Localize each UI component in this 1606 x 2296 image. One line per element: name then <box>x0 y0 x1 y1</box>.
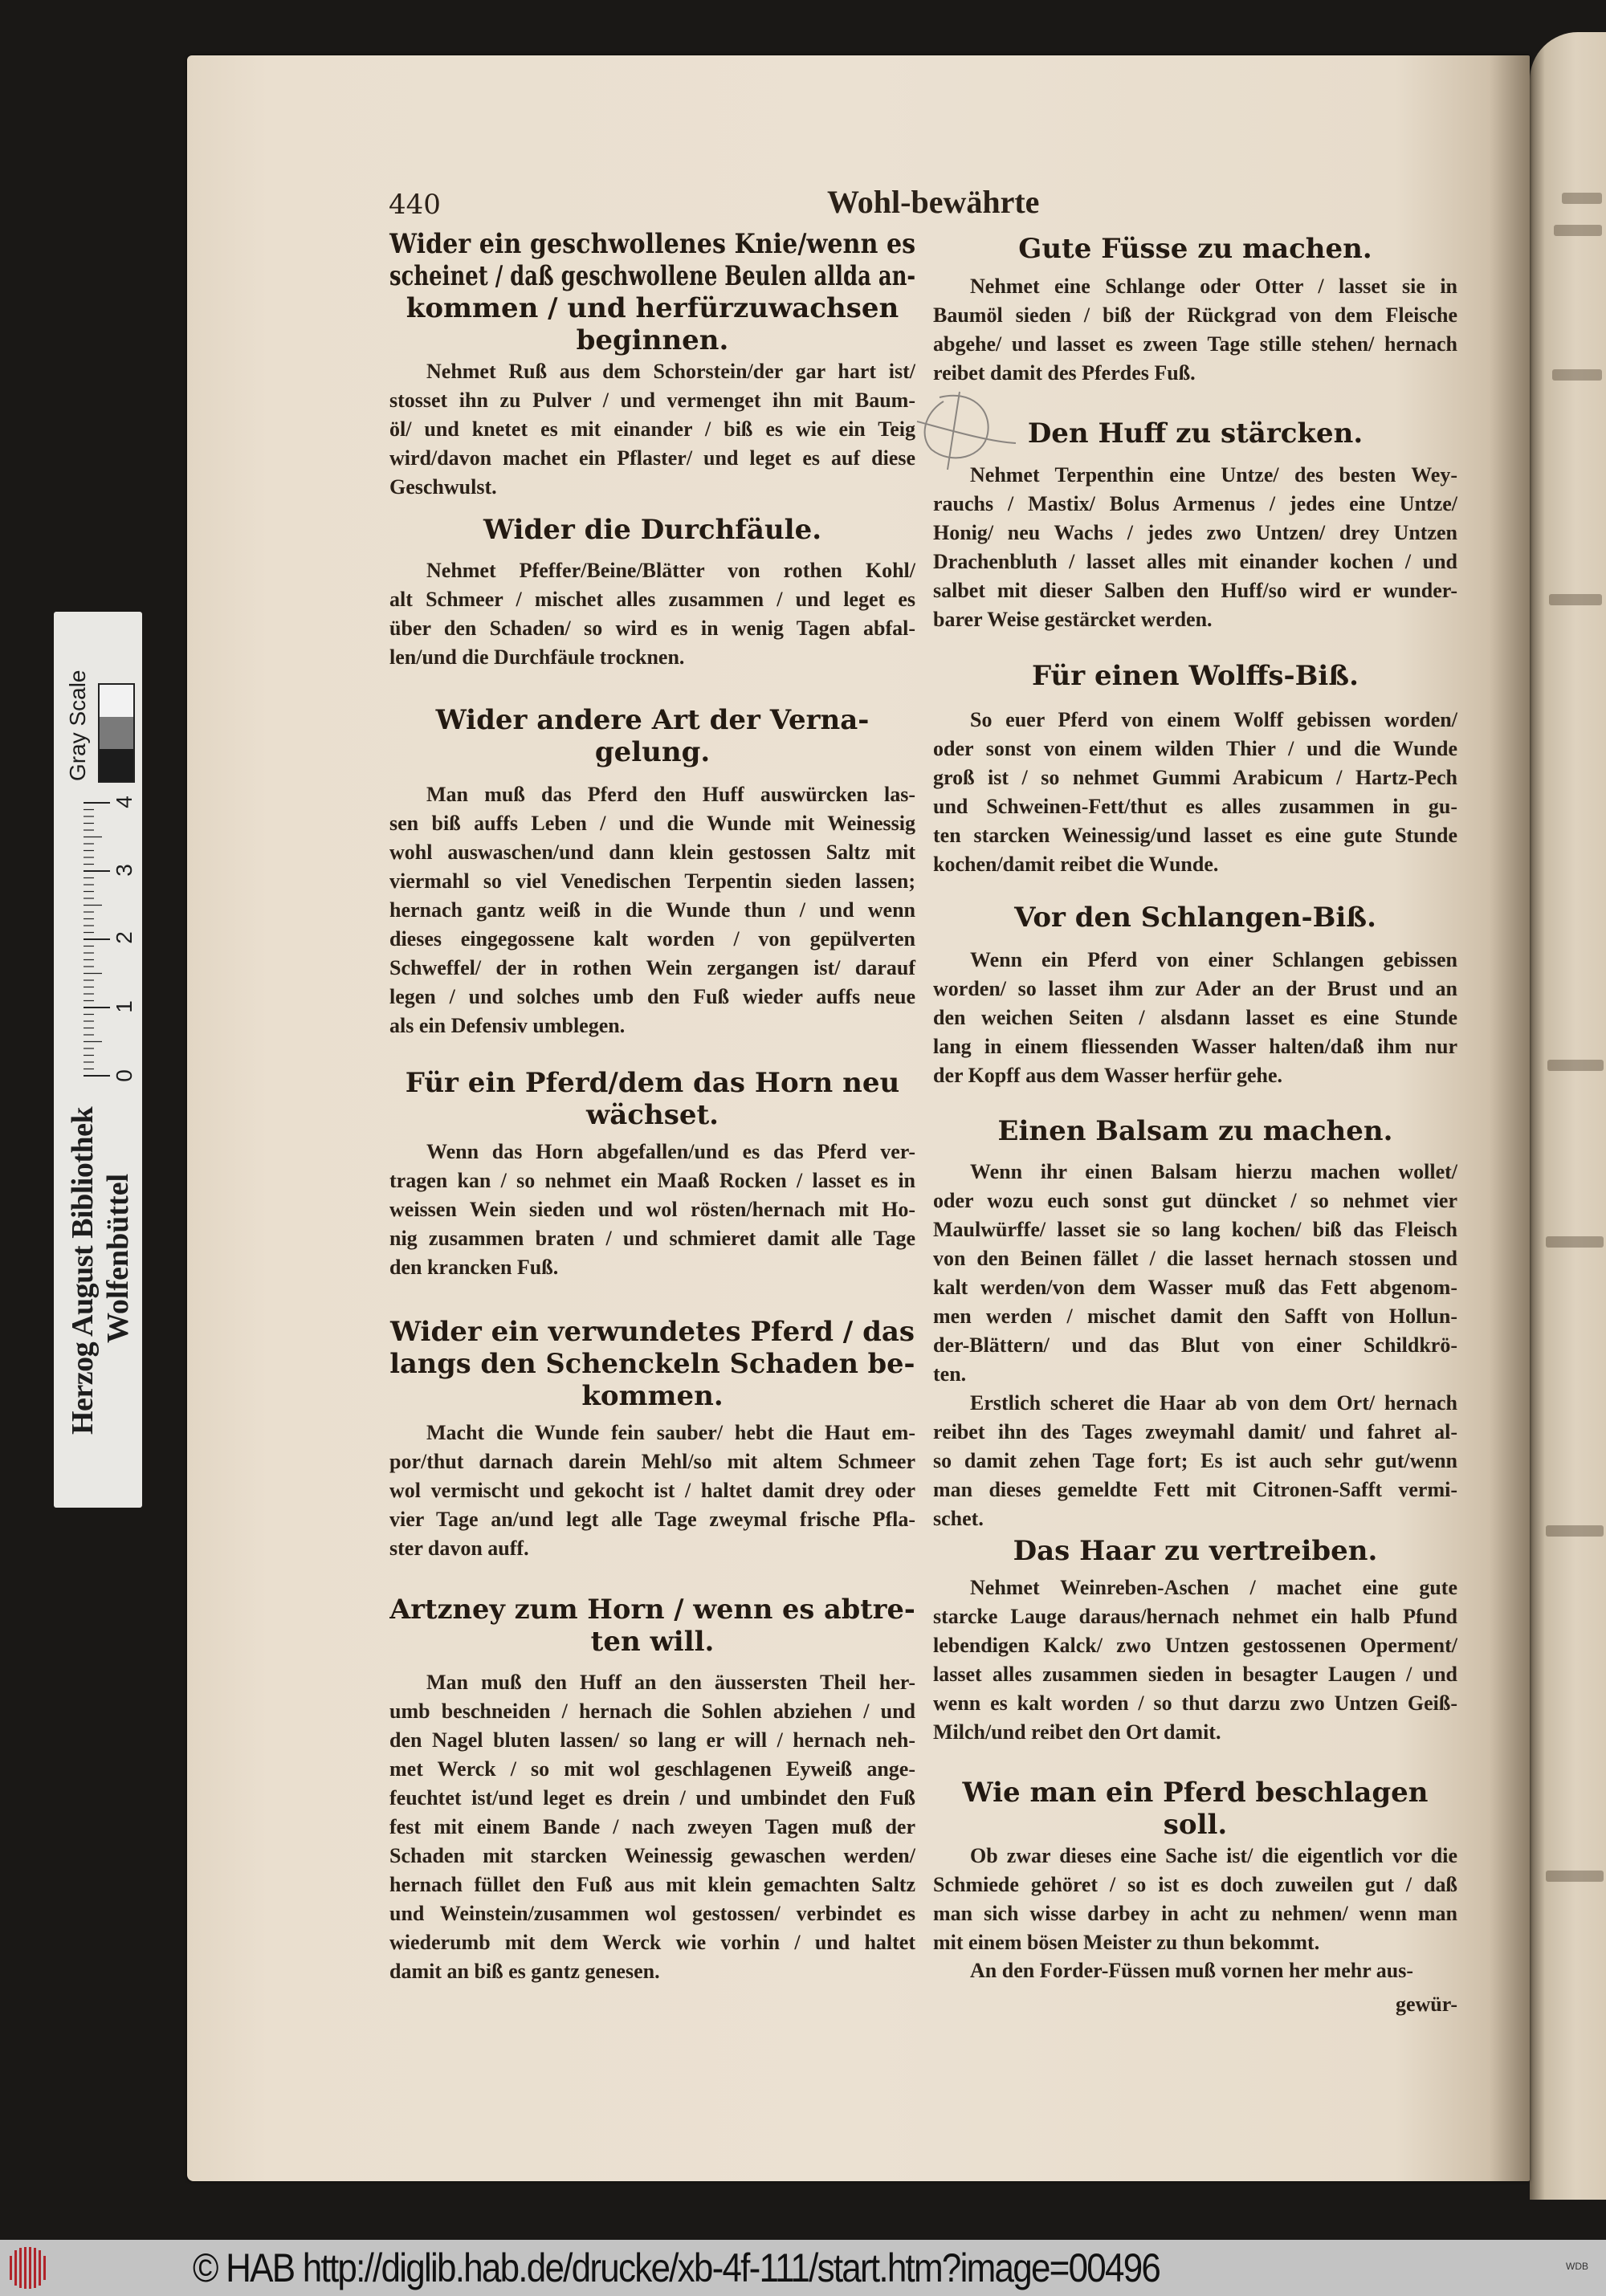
facing-page-text-fragment <box>1546 1871 1604 1882</box>
section-heading: wächset. <box>585 1099 719 1131</box>
gray-scale-label: Gray Scale <box>65 670 90 781</box>
paragraph-line: oder wozu euch sonst gut düncket / so nehmet vier <box>933 1189 1457 1212</box>
paragraph-line: men werden / mischet damit den Safft von Hollun- <box>933 1305 1457 1328</box>
logo-bar <box>19 2248 22 2288</box>
paragraph-line: wiederumb mit dem Werck wie vorhin / und haltet <box>389 1931 915 1954</box>
logo-bar <box>34 2248 36 2288</box>
paragraph-line: worden/ so lasset ihm zur Ader an der Brust und an <box>933 977 1457 1000</box>
wdb-badge: WDB <box>1566 2261 1588 2272</box>
paragraph-line: den Nagel bluten lassen/ so lang er will / hernach neh- <box>389 1728 915 1752</box>
paragraph-line: Nehmet Pfeffer/Beine/Blätter von rothen Kohl/ <box>426 559 915 582</box>
paragraph-line: reibet ihn des Tages zweymahl damit/ und fahret al- <box>933 1420 1457 1443</box>
ruler-number: 3 <box>112 864 137 877</box>
paragraph-line: schet. <box>933 1507 984 1530</box>
paragraph-line: Nehmet Weinreben-Aschen / machet eine gute <box>970 1576 1457 1599</box>
facing-page-text-fragment <box>1562 193 1602 204</box>
paragraph-line: lasset alles zusammen sieden in besagter Laugen / und <box>933 1663 1457 1686</box>
logo-bar <box>24 2247 26 2289</box>
paragraph-line: feuchtet ist/und leget es drein / und umbindet den Fuß <box>389 1786 915 1810</box>
paragraph-line: ten. <box>933 1362 967 1386</box>
paragraph-line: por/thut darnach darein Mehl/so mit altem Schmeer <box>389 1450 915 1473</box>
paragraph-line: oder sonst von einem wilden Thier / und die Wunde <box>933 737 1457 760</box>
section-heading: gelung. <box>594 736 711 768</box>
section-heading: Den Huff zu stärcken. <box>1027 417 1363 450</box>
paragraph-line: dieses eingegossene kalt worden / von gepülverten <box>389 927 915 951</box>
paragraph-line: umb beschneiden / hernach die Sohlen abziehen / und <box>389 1700 915 1723</box>
paragraph-line: Nehmet Ruß aus dem Schorstein/der gar hart ist/ <box>426 360 915 383</box>
logo-bar <box>10 2256 12 2280</box>
ruler-number: 2 <box>112 931 137 944</box>
paragraph-line: Man muß den Huff an den äussersten Theil her- <box>426 1671 915 1694</box>
paragraph-line: wohl auswaschen/und dann klein gestossen Saltz mit <box>389 841 915 864</box>
section-heading: Einen Balsam zu machen. <box>997 1115 1393 1147</box>
paragraph-line: Honig/ neu Wachs / jedes zwo Untzen/ drey Untzen <box>933 521 1457 544</box>
paragraph-line: salbet mit dieser Salben den Huff/so wird er wunder- <box>933 579 1457 602</box>
ruler-number: 0 <box>112 1069 137 1082</box>
paragraph-line: Schmiede gehöret / so ist es doch zuweilen gut / daß <box>933 1873 1457 1896</box>
ruler-number: 4 <box>112 796 137 808</box>
paragraph-line: alt Schmeer / mischet alles zusammen / und leget es <box>389 588 915 611</box>
paragraph-line: rauchs / Mastix/ Bolus Armenus / jedes eine Untze/ <box>933 492 1457 515</box>
paragraph-line: Schweffel/ der in rothen Wein zergangen ist/ darauf <box>389 956 915 979</box>
section-heading: Wider ein geschwollenes Knie/wenn es <box>389 228 916 260</box>
paragraph-line: Erstlich scheret die Haar ab von dem Ort/ hernach <box>970 1391 1457 1415</box>
logo-bar <box>39 2250 41 2286</box>
paragraph-line: legen / und solches umb den Fuß wieder auffs neue <box>389 985 915 1008</box>
paragraph-line: fest mit einem Bande / nach zweyen Tagen muß der <box>389 1815 915 1838</box>
paragraph-line: Drachenbluth / lasset alles mit einander kochen / und <box>933 550 1457 573</box>
paragraph-line: sen biß auffs Leben / und die Wunde mit Weinessig <box>389 812 915 835</box>
section-heading: Für einen Wolffs-Biß. <box>1032 660 1359 692</box>
paragraph-line: met Werck / so mit wol geschlagenen Eyweiß ange- <box>389 1757 915 1781</box>
paragraph-line: lang in einem fliessenden Wasser halten/daß ihm nur <box>933 1035 1457 1058</box>
paragraph-line: über den Schaden/ so wird es in wenig Tagen abfal- <box>389 617 915 640</box>
paragraph-line: man sich wisse darbey in acht zu nehmen/ wenn man <box>933 1902 1457 1925</box>
ruler-city: Wolfenbüttel <box>101 1173 135 1343</box>
paragraph-line: man dieses gemeldte Fett mit Citronen-Safft vermi- <box>933 1478 1457 1501</box>
hab-logo-icon <box>8 2246 48 2290</box>
paragraph-line: so damit zehen Tage fort; Es ist auch sehr gut/wenn <box>933 1449 1457 1472</box>
paragraph-line: kalt werden/von dem Wasser muß das Fett abgenom- <box>933 1276 1457 1299</box>
paragraph-line: den weichen Seiten / alsdann lasset es eine Stunde <box>933 1006 1457 1029</box>
paragraph-line: und Weinstein/zusammen wol gestossen/ verbindet es <box>389 1902 915 1925</box>
paragraph-line: abgehe/ und lasset es zween Tage stille stehen/ hernach <box>933 332 1457 356</box>
paragraph-line: den krancken Fuß. <box>389 1256 559 1279</box>
footer-bar <box>0 2240 1606 2296</box>
section-heading: ten will. <box>590 1626 715 1658</box>
facing-page-text-fragment <box>1552 369 1602 381</box>
paragraph-line: An den Forder-Füssen muß vornen her mehr aus- <box>970 1959 1414 1982</box>
section-heading: soll. <box>1163 1809 1228 1841</box>
gray-patch <box>100 717 133 749</box>
facing-page-text-fragment <box>1549 594 1602 605</box>
paragraph-line: Nehmet eine Schlange oder Otter / lasset sie in <box>970 275 1457 298</box>
section-heading: Wider die Durchfäule. <box>483 514 822 546</box>
section-heading: scheinet / daß geschwollene Beulen allda an- <box>389 260 916 292</box>
section-heading: kommen. <box>581 1380 724 1412</box>
paragraph-line: lebendigen Kalck/ zwo Untzen gestossenen Operment/ <box>933 1634 1457 1657</box>
facing-page-edge <box>1530 32 1606 2200</box>
paragraph-line: der Kopff aus dem Wasser herfür gehe. <box>933 1064 1283 1087</box>
paragraph-line: barer Weise gestärcket werden. <box>933 608 1213 631</box>
paragraph-line: Man muß das Pferd den Huff auswürcken las- <box>426 783 915 806</box>
paragraph-line: weissen Wein sieden und wol rösten/hernach mit Ho- <box>389 1198 915 1221</box>
paragraph-line: wird/davon machet ein Pflaster/ und leget es auf diese <box>389 446 915 470</box>
ruler-institution: Herzog August Bibliothek <box>66 1106 100 1435</box>
paragraph-line: wenn es kalt worden / so thut darzu zwo Untzen Geiß- <box>933 1691 1457 1715</box>
facing-page-text-fragment <box>1546 1525 1604 1537</box>
facing-page-text-fragment <box>1547 1060 1604 1071</box>
facing-page-text-fragment <box>1554 225 1602 236</box>
paragraph-line: Wenn ihr einen Balsam hierzu machen wollet/ <box>970 1160 1457 1183</box>
ruler-number: 1 <box>112 1000 137 1013</box>
paragraph-line: Wenn ein Pferd von einer Schlangen gebissen <box>970 948 1457 971</box>
paragraph-line: und Schweinen-Fett/thut es alles zusammen in gu- <box>933 795 1457 818</box>
section-heading: beginnen. <box>576 324 729 356</box>
gray-scale-patches <box>98 683 135 783</box>
section-heading: kommen / und herfürzuwachsen <box>406 292 899 324</box>
paragraph-line: mit einem bösen Meister zu thun bekommt. <box>933 1931 1320 1954</box>
section-heading: Vor den Schlangen-Biß. <box>1014 902 1376 934</box>
section-heading: Artzney zum Horn / wenn es abtre- <box>389 1594 915 1626</box>
paragraph-line: der-Blättern/ und das Blut von einer Schildkrö- <box>933 1333 1457 1357</box>
color-scale-ruler <box>54 612 142 1508</box>
section-heading: Wider ein verwundetes Pferd / das <box>389 1316 915 1348</box>
section-heading: Wider andere Art der Verna- <box>435 704 870 736</box>
paragraph-line: tragen kan / so nehmet ein Maaß Rocken / lasset es in <box>389 1169 915 1192</box>
running-title: Wohl-bewährte <box>827 184 1040 220</box>
paragraph-line: Schaden mit starcken Weinessig gewaschen werden/ <box>389 1844 915 1867</box>
paragraph-line: öl/ und knetet es mit einander / biß es wie ein Teig <box>389 417 915 441</box>
paragraph-line: Nehmet Terpenthin eine Untze/ des besten Wey- <box>970 463 1457 486</box>
paragraph-line: reibet damit des Pferdes Fuß. <box>933 361 1196 385</box>
logo-bar <box>29 2247 31 2289</box>
section-heading: Für ein Pferd/dem das Horn neu <box>405 1067 900 1099</box>
paragraph-line: als ein Defensiv umblegen. <box>389 1014 626 1037</box>
logo-bar <box>43 2256 46 2280</box>
paragraph-line: groß ist / so nehmet Gummi Arabicum / Hartz-Pech <box>933 766 1457 789</box>
paragraph-line: damit an biß es gantz genesen. <box>389 1960 660 1983</box>
gray-patch <box>100 685 133 717</box>
paragraph-line: nig zusammen braten / und schmieret damit alle Tage <box>389 1227 915 1250</box>
paragraph-line: Baumöl sieden / biß der Rückgrad von dem Fleische <box>933 303 1457 327</box>
paragraph-line: kochen/damit reibet die Wunde. <box>933 853 1219 876</box>
paragraph-line: viermahl so viel Venedischen Terpentin sieden lassen; <box>389 869 915 893</box>
paragraph-line: Maulwürffe/ lasset sie so lang kochen/ biß das Fleisch <box>933 1218 1457 1241</box>
facing-page-text-fragment <box>1546 1236 1604 1248</box>
catchword: gewür- <box>1395 1993 1457 2016</box>
paragraph-line: Wenn das Horn abgefallen/und es das Pferd ver- <box>426 1140 915 1163</box>
paragraph-line: von den Beinen fället / die lasset hernach stossen und <box>933 1247 1457 1270</box>
paragraph-line: len/und die Durchfäule trocknen. <box>389 645 685 669</box>
page-number: 440 <box>389 189 441 221</box>
paragraph-line: stosset ihn zu Pulver / und vermenget ihn mit Baum- <box>389 389 915 412</box>
section-heading: Das Haar zu vertreiben. <box>1013 1535 1378 1567</box>
section-heading: langs den Schenckeln Schaden be- <box>389 1348 915 1380</box>
paragraph-line: wol vermischt und gekocht ist / haltet damit drey oder <box>389 1479 915 1502</box>
paragraph-line: ten starcken Weinessig/und lasset es eine gute Stunde <box>933 824 1457 847</box>
paragraph-line: ster davon auff. <box>389 1537 529 1560</box>
paragraph-line: So euer Pferd von einem Wolff gebissen worden/ <box>970 708 1457 731</box>
section-heading: Wie man ein Pferd beschlagen <box>962 1777 1429 1809</box>
paragraph-line: hernach gantz weiß in die Wunde thun / und wenn <box>389 898 915 922</box>
paragraph-line: Geschwulst. <box>389 475 497 499</box>
copyright-url[interactable]: © HAB http://diglib.hab.de/drucke/xb-4f-111/start.htm?image=00496 <box>193 2245 1160 2290</box>
logo-bar <box>14 2250 17 2286</box>
paragraph-line: starcke Lauge daraus/hernach nehmet ein halb Pfund <box>933 1605 1457 1628</box>
paragraph-line: Milch/und reibet den Ort damit. <box>933 1720 1221 1744</box>
paragraph-line: Macht die Wunde fein sauber/ hebt die Haut em- <box>426 1421 915 1444</box>
paragraph-line: Ob zwar dieses eine Sache ist/ die eigentlich vor die <box>970 1844 1457 1867</box>
gray-patch <box>100 749 133 781</box>
section-heading: Gute Füsse zu machen. <box>1018 233 1372 265</box>
paragraph-line: vier Tage an/und legt alle Tage zweymal frische Pfla- <box>389 1508 915 1531</box>
paragraph-line: hernach füllet den Fuß aus mit klein gemachten Saltz <box>389 1873 915 1896</box>
